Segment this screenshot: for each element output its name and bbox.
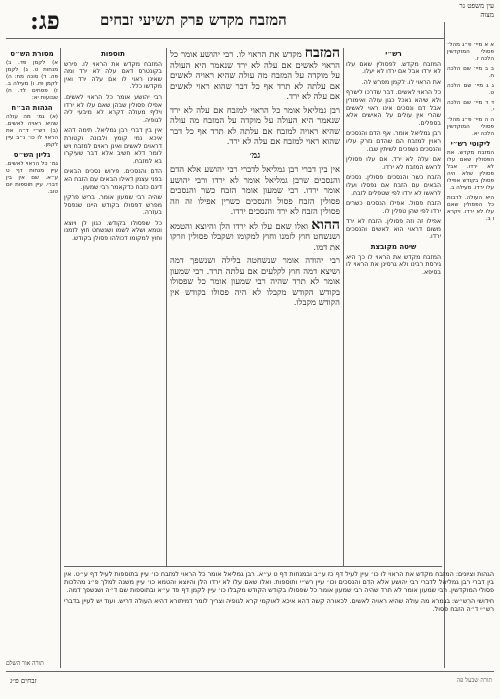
column-divider [60, 48, 61, 668]
tosafot-paragraph: אין בין דברי רבן גמליאל. תימה דהא איכא נמי קומץ ולבונה וקטורת דראוים לאשים ואינן ראוים למזבח ויש לומר דלא חשיב אלא דבר שעיקרו בא למזבח. [64, 127, 162, 165]
main-opening [170, 48, 340, 102]
tosafot-paragraph: שהיה רבי שמעון אומר. בריש פרקין מפרש דפסולו בקודש היינו שנפסל בעזרה. [64, 194, 162, 217]
bottom-rule [6, 671, 494, 672]
opening-word: המזבח [304, 48, 340, 61]
footer-paragraph: הגהות וציונים: המזבח מקדש את הראוי לו כו׳ עיין לעיל דף כז ע״ב ובמנחות דף ט ע״א. רבן גמליאל אומר כל הראוי למזבח כו׳ עיין בתוספות לעיל דף ע״ט. אין בין דברי רבן גמליאל לדברי רבי יהושע אלא הדם והנסכים וכו׳ עיין רש״י ותוספות. ואלו שאם עלו לא ירדו הלן והיוצא והטמא כו׳ עיין משנה למלך פ״ג מהלכות פסולי המוקדשין. רבי שמעון אומר לא תרד שהיה רבי שמעון אומר כל שפסולו בקודש הקודש מקבלו כו׳ עיין לקמן דף פד ע״א ובתוספות שם ד״ה ושנשפך דמה. [64, 570, 494, 594]
main-paragraph: רבי יהודה אומר שנשחטה בלילה ושנשפך דמה ושיצא דמה חוץ לקלעים אם עלתה תרד. רבי שמעון אומר לא תרד שהיה רבי שמעון אומר כל שפסולו בקודש הקודש מקבלו לא היה פסולו בקודש אין הקודש מקבלו. [170, 255, 340, 307]
rashi-paragraph: המזבח מקדש. לפסולין שאם עלו לא ירדו אבל אם ירדו לא יעלו. [346, 60, 441, 76]
footer-commentary [64, 570, 494, 668]
tosafot-paragraph: הדם והנסכים. פירוש נסכים הבאים בפני עצמן דאילו הבאים עם הזבח הא דינם כזבח כדקאמר רבי שמעון. [64, 168, 162, 191]
ein-mishpat-entry: ד ד מיי׳ שם הלכה י. [447, 100, 494, 113]
rashi-paragraph: כל הראוי לאשים. דבר שדרכו לישרף ולא שיהא נאכל כגון עולה ואימורין אבל דם ונסכים אינו ראוי לאשים שהרי אין עולים על האישים אלא בספלים. [346, 89, 441, 127]
margin-subheading: גליון הש״ס [13, 151, 51, 159]
rashi-paragraph: רבן גמליאל אומר. אף הדם והנסכים ראוין למזבח הם שהדם נזרק עליו והנסכים נשפכים לשיתין שבו. [346, 130, 441, 153]
main-paragraph: רבן גמליאל אומר כל הראוי למזבח אם עלה לא ירד שנאמר היא העולה על מוקדה על המזבח מה עולה שהיא ראויה למזבח אם עלתה לא תרד אף כל דבר שהוא ראוי למזבח אם עלה לא ירד. [170, 104, 340, 146]
ein-mishpat-label: עין משפט נר מצוה [459, 2, 494, 19]
main-second-opening [170, 216, 340, 253]
rashi-column [346, 48, 441, 608]
likutei-rashi-entry: היא העולה. לרבות כל הפסולין שאם עלו לא ירדו. ויקרא ו ב. [447, 195, 494, 222]
footer-paragraph: חידושי הרש״ש: בגמרא מה עולה שהיא ראויה לאשים. לכאורה קשה דהא איכא לאוקמי קרא לגופיה וצריך לומר דמיתורא דהיא העולה דריש. ועוד יש לעיין בדברי רש״י ד״ה הזבח פסול. [64, 597, 494, 613]
page-header [0, 0, 500, 40]
margin-paragraph: א) לקמן פד. ב) מנחות ט. ג) לקמן פה. ד) סוכה מח: ה) לקמן פז. ו) מעילה ב. ז) פסחים לד. ח) שבועות יא: [6, 60, 58, 101]
rashi-paragraph: אם עלה לא ירד. אם עלו פסולין לראש המזבח לא ירדו. [346, 156, 441, 171]
likutei-rashi-heading: ליקוטי רש״י [450, 140, 491, 148]
left-margin-column [6, 48, 58, 668]
likutei-rashi-entry: המזבח מקדש. את הפסולין שאם עלו לא ירדו. אבל פסולין שלא היה פסולן בקודש אפילו עלו ירדו. מעילה ב. [447, 150, 494, 191]
rashi-paragraph: הזבח פסול. אפילו הנסכים כשרים ירדו לפי שהן טפלין לו. [346, 200, 441, 215]
column-divider [166, 48, 167, 566]
ein-mishpat-entry: א א מיי׳ פ״ג מהל׳ פסולי המוקדשין הלכה ז. [447, 42, 494, 62]
shita-paragraph: המזבח מקדש את הראוי לו כך היא גירסת רבינו ולא גרסינן את הראוי לו בסיפא. [346, 253, 441, 276]
main-paragraph: אין בין דברי רבן גמליאל לדברי רבי יהושע אלא הדם והנסכים שרבן גמליאל אומר לא ירדו ורבי יהושע אומר ירדו. רבי שמעון אומר הזבח כשר והנסכים פסולין הזבח פסול והנסכים כשרין אפילו זה וזה פסולין הזבח לא ירד והנסכים ירדו. [170, 164, 340, 216]
folio-number: פג: [30, 6, 60, 35]
tosafot-paragraph: המזבח מקדש את הראוי לו. פירש בקונטרס דאם עלה לא ירד ומה שאינו ראוי לו אם עלה ירד ואין מקדשו כלל. [64, 60, 162, 91]
ein-mishpat-entry: ה ה מיי׳ פ״ג מהל׳ פסולי המוקדשין הלכה יא. [447, 117, 494, 137]
torah-or-label: תורה אור השלם [6, 660, 44, 667]
rashi-paragraph: אפילו זה וזה פסולין. הזבח לא ירד משום דראוי הוא לאשים והנסכים ירדו. [346, 218, 441, 241]
rashi-heading: רש״י [385, 50, 402, 58]
margin-paragraph: גמ׳ כל הראוי לאשים. עיין מנחות דף ט ע״א. שם אין בין דברי. עיין תוספות יום טוב. [6, 161, 58, 195]
shita-mekubetzet-heading: שיטה מקובצת [370, 243, 417, 252]
bottom-right-label: תורה שבעל פה [456, 677, 492, 684]
tosafot-column [64, 48, 162, 608]
column-divider [343, 48, 344, 566]
rashi-paragraph: את הראוי לו. לקמן מפרש לה. [361, 78, 441, 86]
running-title: המזבח מקדש פרק תשיעי זבחים [100, 11, 287, 29]
left-margin-heading: מסורת הש״ס [10, 50, 54, 58]
gemara-heading: גמ׳ [249, 150, 261, 161]
ein-mishpat-entry: ב ב מיי׳ שם הלכה ח. [447, 66, 494, 79]
header-rule [6, 38, 444, 39]
opening-word: ההוא [311, 216, 340, 233]
ein-mishpat-entry: ג ג מיי׳ שם הלכה ט. [447, 83, 494, 96]
tosafot-paragraph: כל שפסולו בקודש. כגון לן ויוצא וטמא ושלא לשמו ושנשחט חוץ לזמנו וחוץ למקומו דכולהו פסולן בקודש. [64, 219, 162, 243]
rashi-paragraph: הזבח כשר והנסכים פסולין. נסכים הבאים עם הזבח אם נפסלו ועלו לראשו לא ירדו לפי שטפלים לזבח. [346, 174, 441, 197]
margin-subheading: הגהות הב״ח [11, 104, 53, 112]
bottom-left-label: זבחים פ״ג [10, 677, 37, 685]
tosafot-paragraph: רבי יהושע אומר כל הראוי לאשים. אפילו פסולין שבהן שאם עלו לא ירדו ויליף מעולה דקרא לא מיבעי ליה לגופיה. [64, 93, 162, 124]
main-text-column [170, 48, 340, 568]
margin-paragraph: (א) גמ׳ מה עולה שהיא ראויה לאשים. (ב) רש״י ד״ה את הראוי לו כו׳ נ״ב עיין לקמן. [6, 114, 58, 148]
main-paragraph: ואלו שאם עלו לא ירדו הלן והיוצא והטמא ושנשחט חוץ לזמנו וחוץ למקומו ושקבלו פסולין וזרקו את דמו. [170, 220, 340, 252]
main-paragraph: מקדש את הראוי לו. רבי יהושע אומר כל הראוי לאשים אם עלה לא ירד שנאמר היא העולה על מוקדה על המזבח מה עולה שהיא ראויה לאשים אם עלתה לא תרד אף כל דבר שהוא ראוי לאשים אם עלה לא ירד. [170, 49, 340, 101]
tosafot-heading: תוספות [101, 50, 125, 58]
